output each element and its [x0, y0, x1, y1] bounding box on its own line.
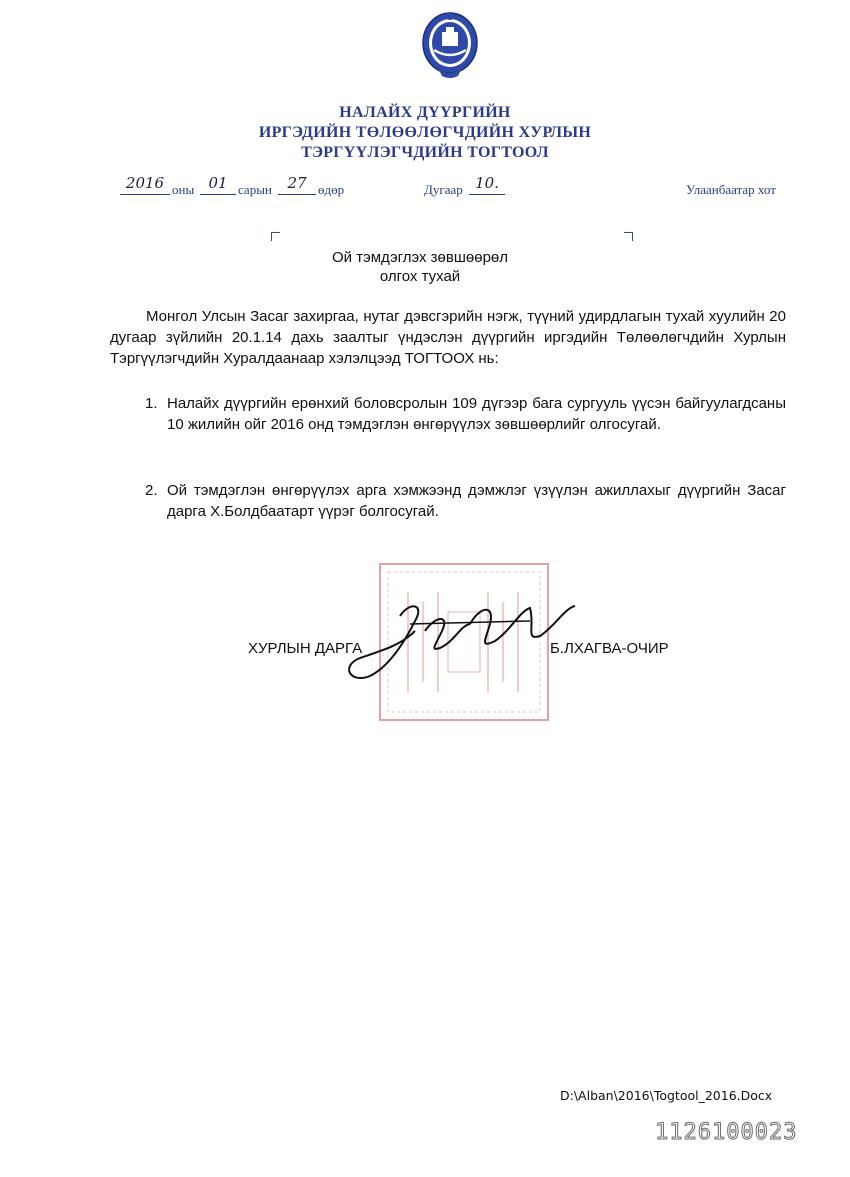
title-line-2: ИРГЭДИЙН ТӨЛӨӨЛӨГЧДИЙН ХУРЛЫН: [258, 124, 592, 141]
number-label: Дугаар: [424, 182, 463, 197]
date-day-label: өдөр: [318, 182, 345, 197]
item-number: 2.: [145, 482, 158, 499]
item-text: Налайх дүүргийн ерөнхий боловсролын 109 дүгээр бага сургууль үүсэн байгуулагдсаны 10 жилийн ойг 2016 онд тэмдэглэн өнгөрүүлэх зөвшөөрлийг олгосугай.: [167, 395, 786, 433]
date-year-value: 2016: [120, 174, 170, 195]
date-month-value: 01: [200, 174, 236, 195]
title-line-3: ТЭРГҮҮЛЭГЧДИЙН ТОГТООЛ: [301, 144, 549, 161]
signatory-role: ХУРЛЫН ДАРГА: [248, 640, 363, 657]
number-value: 10.: [469, 174, 505, 195]
file-path: D:\Alban\2016\Togtool_2016.Docx: [560, 1088, 773, 1103]
date-number-row: [0, 174, 850, 204]
handwritten-signature: [330, 596, 580, 686]
item-number: 1.: [145, 395, 158, 412]
document-title: [160, 103, 690, 163]
subject-bracket-right: [624, 232, 633, 241]
subject-line-2: олгох тухай: [379, 268, 461, 285]
city-label: Улаанбаатар хот: [686, 182, 776, 197]
date-day-value: 27: [278, 174, 316, 195]
state-emblem-icon: [420, 10, 480, 82]
registration-number: 1126100023: [655, 1120, 798, 1145]
subject: [240, 248, 600, 286]
preamble-paragraph: Монгол Улсын Засаг захиргаа, нутаг дэвсгэрийн нэгж, түүний удирдлагын тухай хуулийн 20 дугаар зүйлийн 20.1.14 дахь заалтыг үндэслэн дүүргийн иргэдийн Төлөөлөгчдийн Хурлын Тэргүүлэгчдийн Хуралдаанаар хэлэлцээд ТОГТООХ нь:: [110, 308, 786, 367]
item-text: Ой тэмдэглэн өнгөрүүлэх арга хэмжээнд дэмжлэг үзүүлэн ажиллахыг дүүргийн Засаг дарга Х.Болдбаатарт үүрэг болгосугай.: [167, 482, 786, 520]
title-line-1: НАЛАЙХ ДҮҮРГИЙН: [339, 104, 511, 121]
date-year-label: оны: [172, 182, 195, 197]
date-month-label: сарын: [238, 182, 272, 197]
subject-bracket-left: [271, 232, 280, 241]
signatory-name: Б.ЛХАГВА-ОЧИР: [550, 640, 669, 657]
subject-line-1: Ой тэмдэглэх зөвшөөрөл: [331, 249, 508, 266]
